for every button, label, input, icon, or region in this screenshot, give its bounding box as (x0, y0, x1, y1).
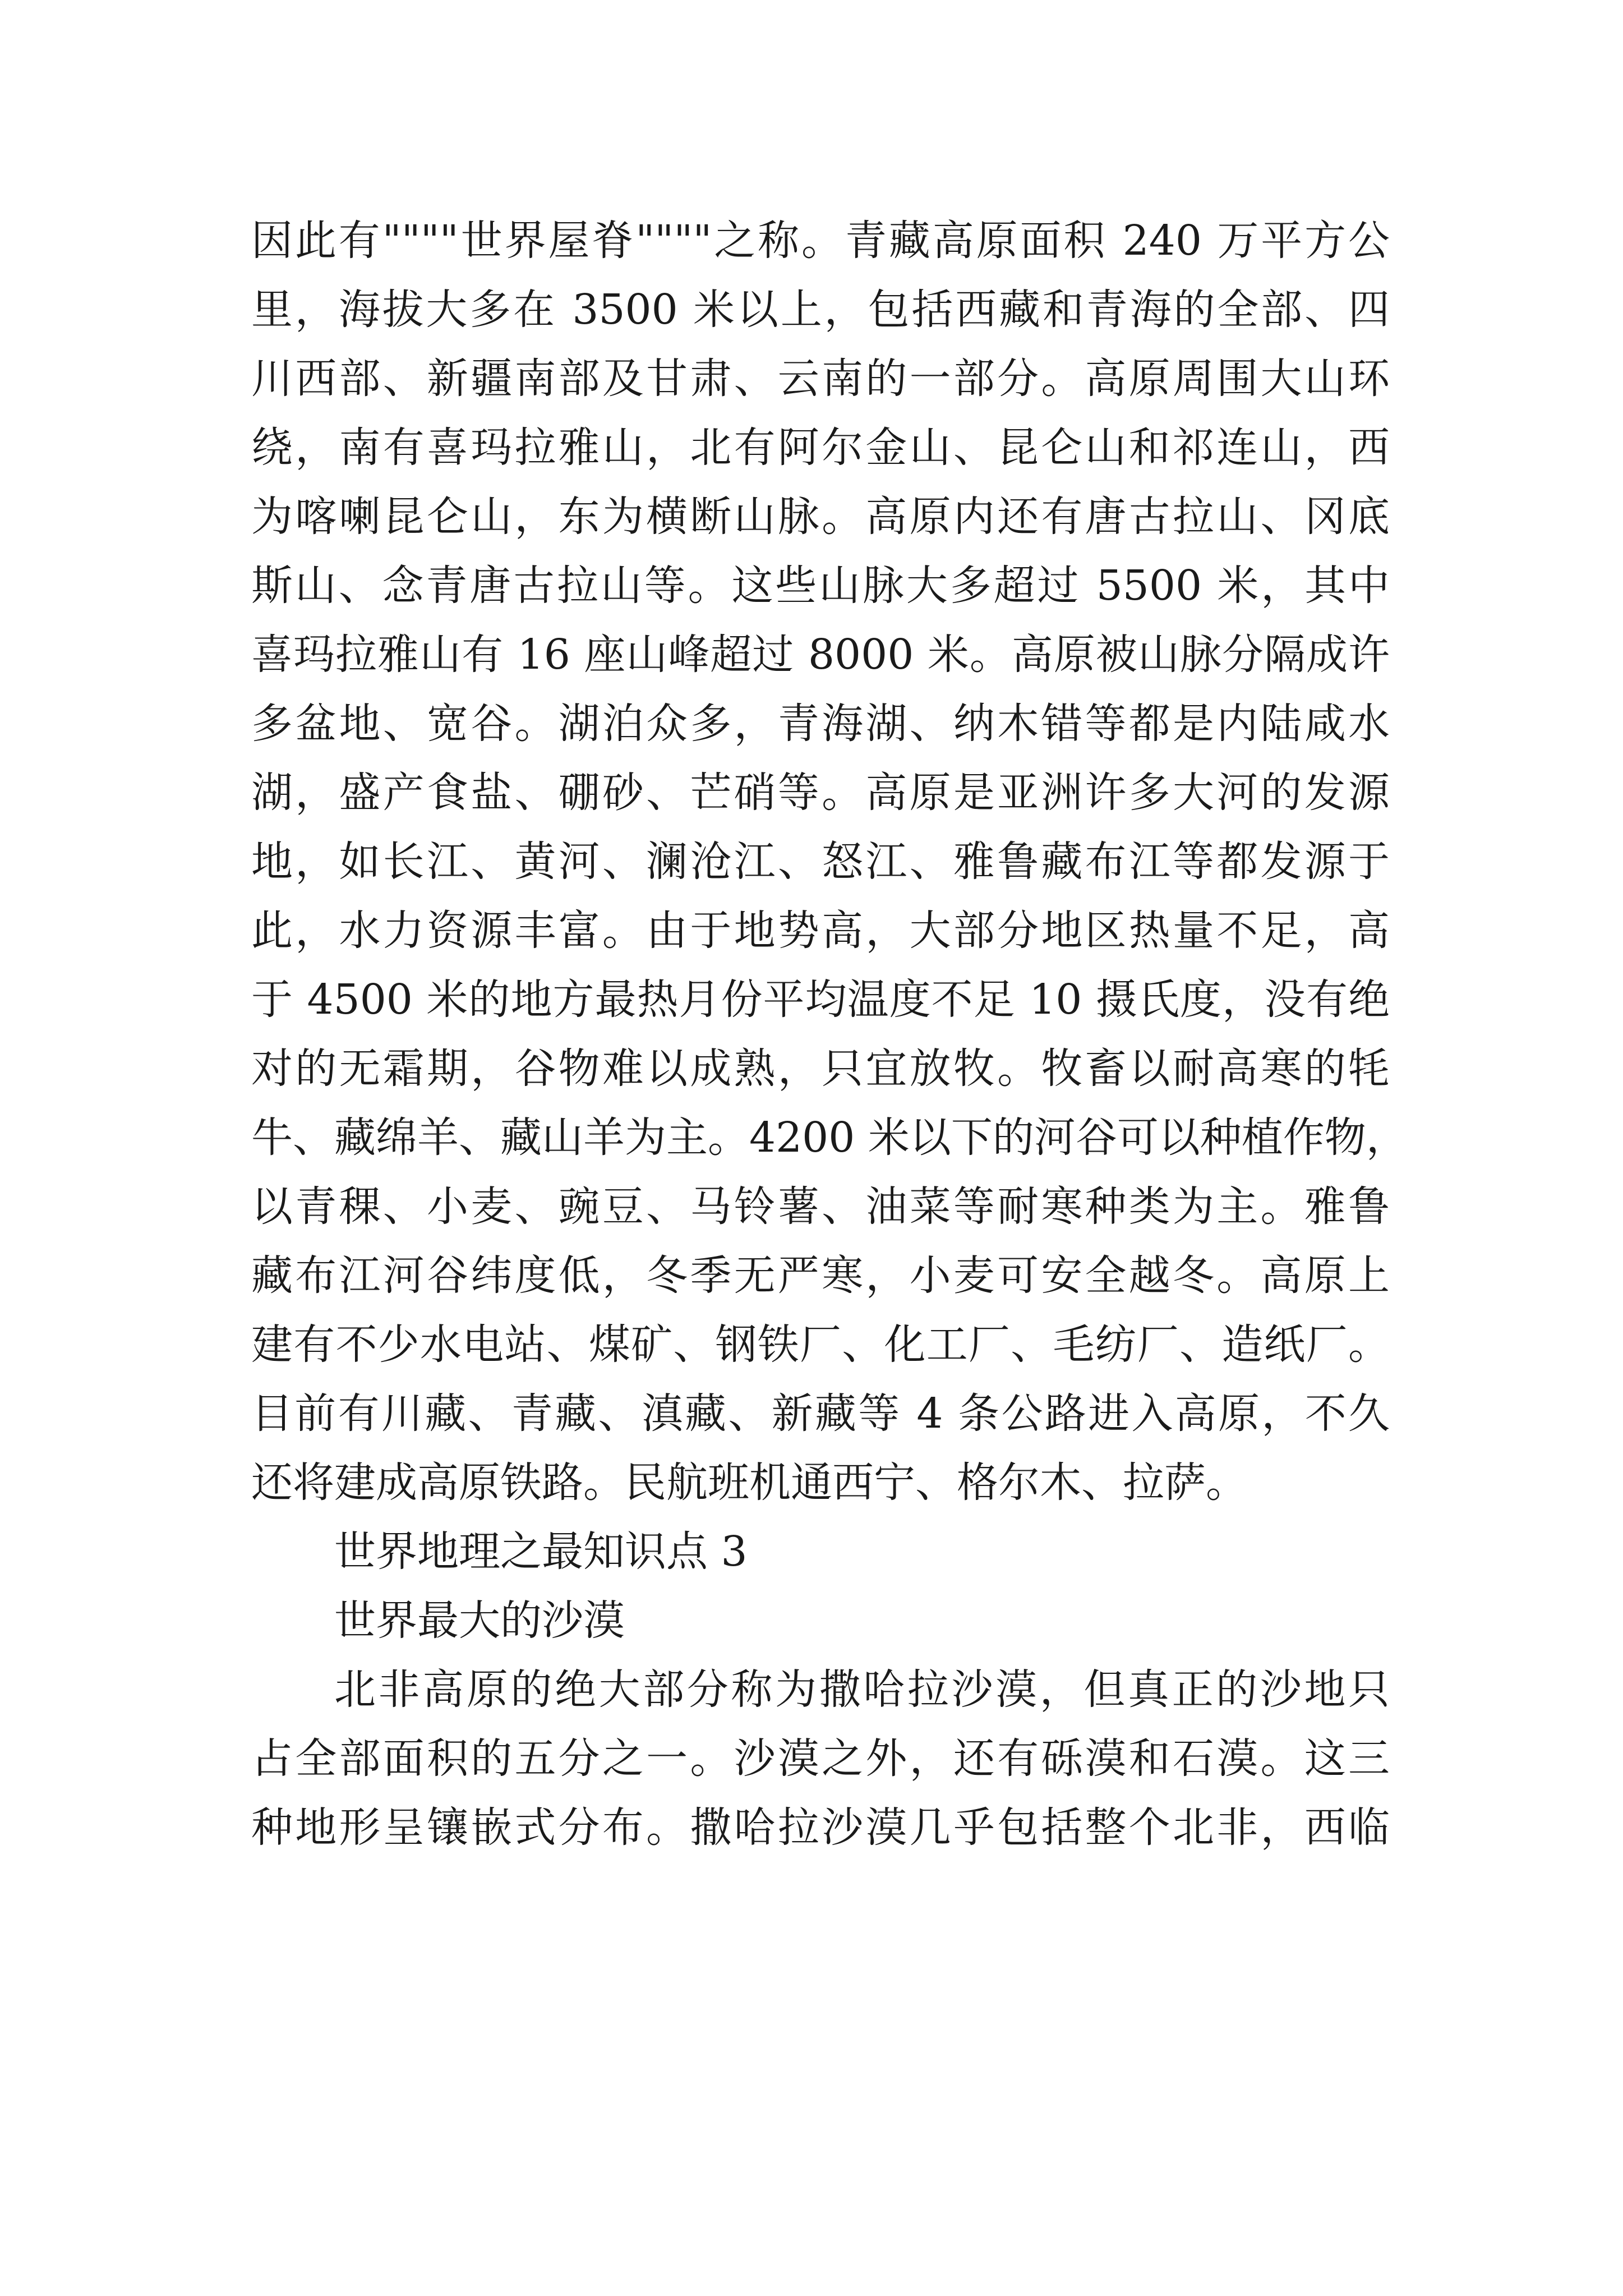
text-line: 占全部面积的五分之一。沙漠之外，还有砾漠和石漠。这三 (251, 1734, 1390, 1783)
text-line: 多盆地、宽谷。湖泊众多，青海湖、纳木错等都是内陆咸水 (251, 700, 1390, 748)
text-line: 目前有川藏、青藏、滇藏、新藏等 4 条公路进入高原，不久 (251, 1389, 1390, 1438)
text-line: 牛、藏绵羊、藏山羊为主。4200 米以下的河谷可以种植作物， (251, 1114, 1408, 1162)
text-line: 此，水力资源丰富。由于地势高，大部分地区热量不足，高 (251, 907, 1390, 955)
text-line: 川西部、新疆南部及甘肃、云南的一部分。高原周围大山环 (251, 355, 1390, 403)
text-line: 地，如长江、黄河、澜沧江、怒江、雅鲁藏布江等都发源于 (251, 838, 1390, 886)
subheading: 世界最大的沙漠 (334, 1596, 625, 1645)
text-line: 喜玛拉雅山有 16 座山峰超过 8000 米。高原被山脉分隔成许 (251, 631, 1390, 679)
text-line: 绕，南有喜玛拉雅山，北有阿尔金山、昆仑山和祁连山，西 (251, 424, 1390, 472)
text-line: 里，海拔大多在 3500 米以上，包括西藏和青海的全部、四 (251, 286, 1390, 334)
text-line: 因此有""""世界屋脊""""之称。青藏高原面积 240 万平方公 (251, 217, 1390, 265)
text-line: 于 4500 米的地方最热月份平均温度不足 10 摄氏度，没有绝 (251, 976, 1390, 1024)
text-line: 建有不少水电站、煤矿、钢铁厂、化工厂、毛纺厂、造纸厂。 (251, 1320, 1390, 1369)
text-line: 种地形呈镶嵌式分布。撒哈拉沙漠几乎包括整个北非，西临 (251, 1803, 1390, 1852)
text-line: 湖，盛产食盐、硼砂、芒硝等。高原是亚洲许多大河的发源 (251, 769, 1390, 817)
text-line: 北非高原的绝大部分称为撒哈拉沙漠，但真正的沙地只 (334, 1665, 1390, 1714)
text-line: 对的无霜期，谷物难以成熟，只宜放牧。牧畜以耐高寒的牦 (251, 1045, 1390, 1093)
text-line: 藏布江河谷纬度低，冬季无严寒，小麦可安全越冬。高原上 (251, 1251, 1390, 1300)
text-line: 还将建成高原铁路。民航班机通西宁、格尔木、拉萨。 (251, 1458, 1247, 1507)
document-body (251, 206, 1408, 1862)
text-line: 为喀喇昆仑山，东为横断山脉。高原内还有唐古拉山、冈底 (251, 493, 1390, 541)
text-line: 以青稞、小麦、豌豆、马铃薯、油菜等耐寒种类为主。雅鲁 (251, 1182, 1390, 1231)
text-line: 斯山、念青唐古拉山等。这些山脉大多超过 5500 米，其中 (251, 562, 1390, 610)
section-heading: 世界地理之最知识点 3 (334, 1527, 748, 1576)
